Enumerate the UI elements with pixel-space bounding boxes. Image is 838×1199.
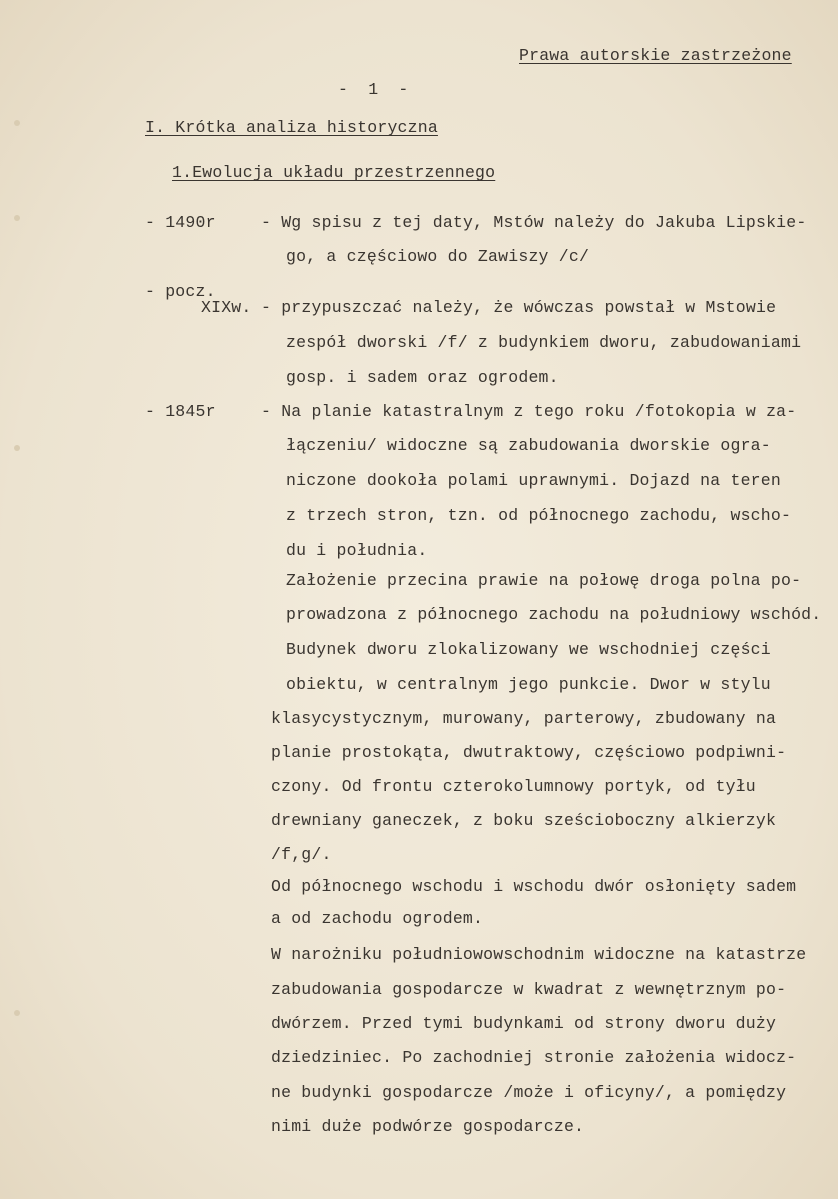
paragraph-line: prowadzona z północnego zachodu na południowy wschód. bbox=[286, 605, 822, 624]
entry-date: - 1490r bbox=[145, 213, 216, 232]
margin-mark bbox=[14, 215, 20, 221]
entry-line: zespół dworski /f/ z budynkiem dworu, zabudowaniami bbox=[286, 333, 802, 352]
entry-line: łączeniu/ widoczne są zabudowania dworskie ogra- bbox=[286, 436, 771, 455]
page-number: - 1 - bbox=[338, 80, 409, 99]
margin-mark bbox=[14, 445, 20, 451]
entry-line: du i południa. bbox=[286, 541, 428, 560]
paragraph-line: zabudowania gospodarcze w kwadrat z wewnętrznym po- bbox=[271, 980, 787, 999]
entry-line: - Wg spisu z tej daty, Mstów należy do Jakuba Lipskie- bbox=[261, 213, 807, 232]
copyright-notice: Prawa autorskie zastrzeżone bbox=[519, 46, 792, 65]
paragraph-line: Od północnego wschodu i wschodu dwór osłonięty sadem bbox=[271, 877, 797, 896]
entry-line: niczone dookoła polami uprawnymi. Dojazd na teren bbox=[286, 471, 781, 490]
paragraph-line: nimi duże podwórze gospodarcze. bbox=[271, 1117, 585, 1136]
entry-line: z trzech stron, tzn. od północnego zachodu, wscho- bbox=[286, 506, 792, 525]
entry-date: - 1845r bbox=[145, 402, 216, 421]
section-subtitle: 1.Ewolucja układu przestrzennego bbox=[172, 163, 496, 182]
paragraph-line: obiektu, w centralnym jego punkcie. Dwor w stylu bbox=[286, 675, 771, 694]
paragraph-line: klasycystycznym, murowany, parterowy, zbudowany na bbox=[271, 709, 777, 728]
margin-mark bbox=[14, 120, 20, 126]
entry-date: XIXw. bbox=[201, 298, 252, 317]
margin-mark bbox=[14, 1010, 20, 1016]
paragraph-line: drewniany ganeczek, z boku sześcioboczny alkierzyk bbox=[271, 811, 777, 830]
entry-line: gosp. i sadem oraz ogrodem. bbox=[286, 368, 559, 387]
section-title: I. Krótka analiza historyczna bbox=[145, 118, 438, 137]
paragraph-line: Budynek dworu zlokalizowany we wschodniej części bbox=[286, 640, 771, 659]
paragraph-line: /f,g/. bbox=[271, 845, 332, 864]
paragraph-line: ne budynki gospodarcze /może i oficyny/, a pomiędzy bbox=[271, 1083, 787, 1102]
paragraph-line: W narożniku południowowschodnim widoczne na katastrze bbox=[271, 945, 807, 964]
paragraph-line: dziedziniec. Po zachodniej stronie założenia widocz- bbox=[271, 1048, 797, 1067]
paragraph-line: Założenie przecina prawie na połowę droga polna po- bbox=[286, 571, 802, 590]
paragraph-line: planie prostokąta, dwutraktowy, częściowo podpiwni- bbox=[271, 743, 787, 762]
entry-line: - Na planie katastralnym z tego roku /fotokopia w za- bbox=[261, 402, 797, 421]
entry-date: - pocz. bbox=[145, 282, 216, 301]
paragraph-line: czony. Od frontu czterokolumnowy portyk, od tyłu bbox=[271, 777, 756, 796]
entry-line: go, a częściowo do Zawiszy /c/ bbox=[286, 247, 590, 266]
paragraph-line: dwórzem. Przed tymi budynkami od strony dworu duży bbox=[271, 1014, 777, 1033]
paragraph-line: a od zachodu ogrodem. bbox=[271, 909, 484, 928]
entry-line: - przypuszczać należy, że wówczas powstał w Mstowie bbox=[261, 298, 777, 317]
